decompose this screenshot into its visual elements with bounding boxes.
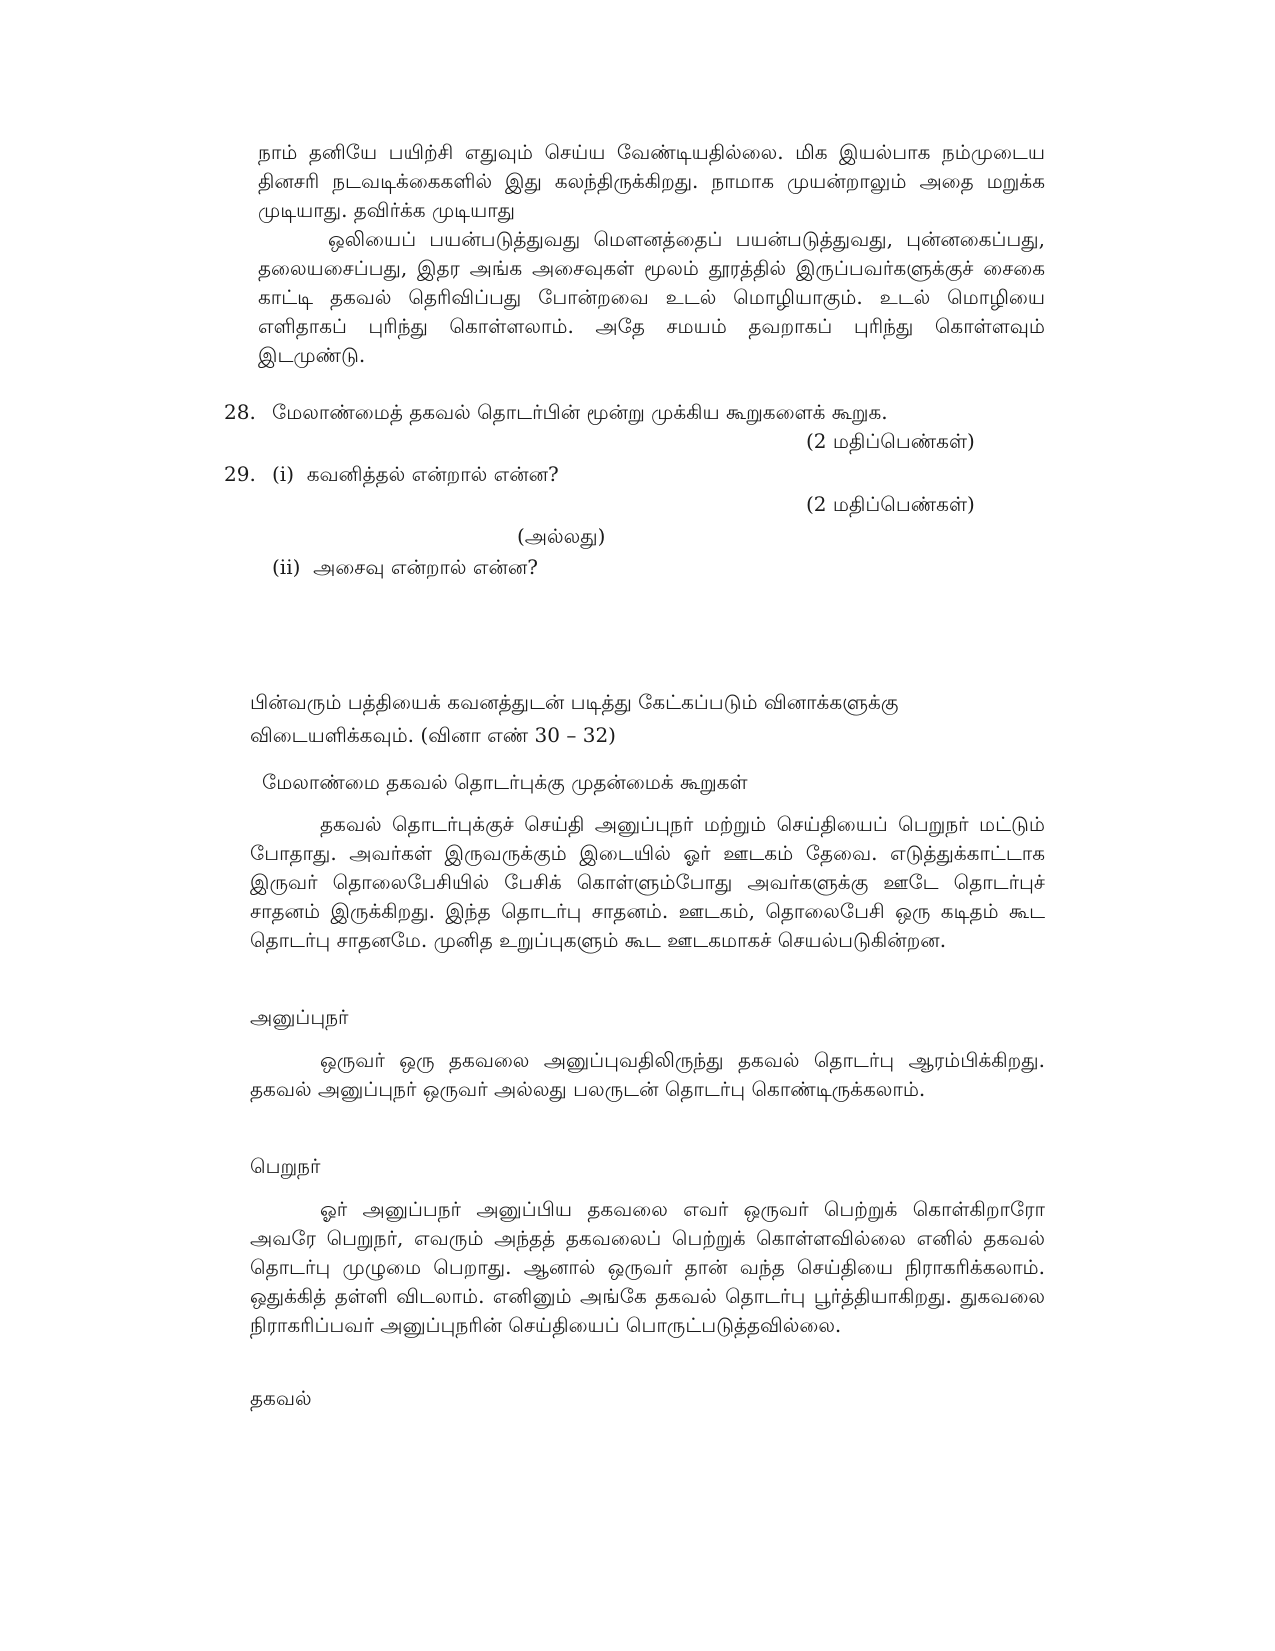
passage-medium-paragraph-text: தகவல் தொடர்புக்குச் செய்தி அனுப்புநர் மற்றும் செய்தியைப் பெறுநர் மட்டும் போதாது. அவர்கள் இருவருக்கும் இடையில் ஓர் ஊடகம் தேவை. எடுத்துக்காட்டாக இருவர் தொலைபேசியில் பேசிக் கொள்ளும்போது அவர்களுக்கு ஊடே தொடர்புச் சாதனம் இருக்கிறது. இந்த தொடர்பு சாதனம். ஊடகம், தொலைபேசி ஒரு கடிதம் கூட தொடர்பு சாதனமே. முனித உறுப்புகளும் கூட ஊடகமாகச் செயல்படுகின்றன. xyxy=(250,812,1045,952)
passage-sender-paragraph-text: ஒருவர் ஒரு தகவலை அனுப்புவதிலிருந்து தகவல் தொடர்பு ஆரம்பிக்கிறது. தகவல் அனுப்புநர் ஒருவர் அல்லது பலருடன் தொடர்பு கொண்டிருக்கலாம். xyxy=(250,1048,1045,1101)
heading-receiver: பெறுநர் xyxy=(250,1154,321,1178)
intro-paragraph-2 xyxy=(258,225,1045,370)
question-28-text: மேலாண்மைத் தகவல் தொடர்பின் மூன்று முக்கிய கூறுகளைக் கூறுக. xyxy=(272,400,888,424)
intro-paragraph-1 xyxy=(258,138,1045,225)
question-29-or: (அல்லது) xyxy=(517,524,606,548)
question-29-part-1-label: (i) xyxy=(272,462,295,486)
question-29-part-2-text: அசைவு என்றால் என்ன? xyxy=(313,555,538,579)
question-29-marks: (2 மதிப்பெண்கள்) xyxy=(806,492,975,516)
heading-sender: அனுப்புநர் xyxy=(250,1005,349,1029)
question-29-part-1-text: கவனித்தல் என்றால் என்ன? xyxy=(306,462,559,486)
intro-paragraph-2-text: ஒலியைப் பயன்படுத்துவது மௌனத்தைப் பயன்படுத்துவது, புன்னகைப்பது, தலையசைப்பது, இதர அங்க அசைவுகள் மூலம் தூரத்தில் இருப்பவர்களுக்குச் சைகை காட்டி தகவல் தெரிவிப்பது போன்றவை உடல் மொழியாகும். உடல் மொழியை எளிதாகப் புரிந்து கொள்ளலாம். அதே சமயம் தவறாகப் புரிந்து கொள்ளவும் இடமுண்டு. xyxy=(258,227,1045,367)
passage-receiver-paragraph xyxy=(250,1195,1045,1340)
question-29-number: 29. xyxy=(224,462,256,486)
question-29-part-1 xyxy=(224,460,559,489)
passage-instruction-text: பின்வரும் பத்தியைக் கவனத்துடன் படித்து கேட்கப்படும் வினாக்களுக்கு விடையளிக்கவும். (வினா எண் 30 – 32) xyxy=(250,690,899,747)
question-28-number: 28. xyxy=(224,400,256,424)
passage-medium-paragraph xyxy=(250,810,1045,955)
passage-sender-paragraph xyxy=(250,1046,1045,1104)
question-28 xyxy=(224,398,888,427)
passage-receiver-paragraph-text: ஓர் அனுப்பநர் அனுப்பிய தகவலை எவர் ஒருவர் பெற்றுக் கொள்கிறாரோ அவரே பெறுநர், எவரும் அந்தத் தகவலைப் பெற்றுக் கொள்ளவில்லை எனில் தகவல் தொடர்பு முழுமை பெறாது. ஆனால் ஒருவர் தான் வந்த செய்தியை நிராகரிக்கலாம். ஒதுக்கித் தள்ளி விடலாம். எனினும் அங்கே தகவல் தொடர்பு பூர்த்தியாகிறது. துகவலை நிராகரிப்பவர் அனுப்புநரின் செய்தியைப் பொருட்படுத்தவில்லை. xyxy=(250,1197,1045,1337)
passage-instruction xyxy=(250,686,1040,752)
question-29-part-2 xyxy=(272,553,538,582)
question-29-part-2-label: (ii) xyxy=(272,555,301,579)
question-28-marks: (2 மதிப்பெண்கள்) xyxy=(806,429,975,453)
heading-message: தகவல் xyxy=(250,1386,312,1410)
passage-title: மேலாண்மை தகவல் தொடர்புக்கு முதன்மைக் கூறுகள் xyxy=(262,770,748,794)
intro-paragraph-1-text: நாம் தனியே பயிற்சி எதுவும் செய்ய வேண்டியதில்லை. மிக இயல்பாக நம்முடைய தினசரி நடவடிக்கைகளில் இது கலந்திருக்கிறது. நாமாக முயன்றாலும் அதை மறுக்க முடியாது. தவிர்க்க முடியாது xyxy=(258,140,1045,222)
